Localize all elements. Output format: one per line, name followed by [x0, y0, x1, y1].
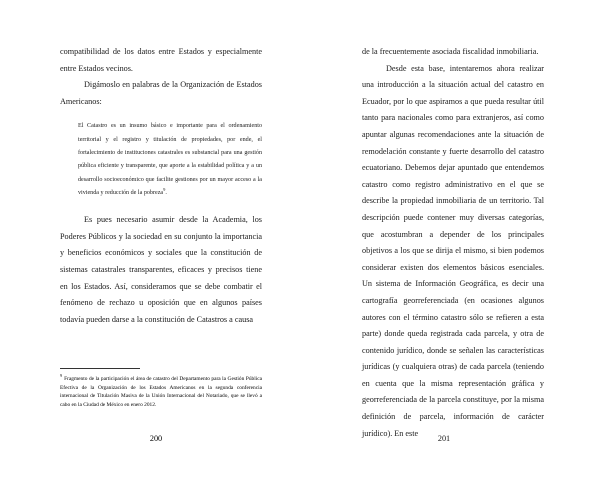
right-paragraph-2: Desde esta base, intentaremos ahora realizar una introducción a la situación actual del catastro en Ecuador, por lo que aspiramos a que pueda resultar útil tanto para nacionales como para extranjeros, así como apuntar algunas recomendaciones ante la situación de remodelación constante y fuerte desarrollo del catastro ecuatoriano. Debemos dejar apuntado que entendemos catastro como registro administrativo en el que se describe la propiedad inmobiliaria de un territorio. Tal descripción puede contener muy diversas categorías, que acostumbran a depender de los principales objetivos a los que se dirija el mismo, si bien podemos considerar existen dos elementos básicos esenciales. Un sistema de Información Geográfica, es decir una cartografía georreferenciada (en ocasiones algunos autores con el término catastro sólo se refieren a esta parte) donde queda registrada cada parcela, y otra de contenido jurídico, donde se señalen las características jurídicas (y cualquiera otras) de cada parcela (teniendo en cuenta que la misma representación gráfica y georreferenciada de la parcela constituye, por la misma definición de parcela, información de carácter jurídico). En este — [362, 63, 544, 438]
block-quote-text: El Catastro es un insumo básico e importante para el ordenamiento territorial y el registro y titulación de propiedades, por ende, el fortalecimiento de instituciones catastrales es substancial para una gestión pública eficiente y transparente, que aporte a la estabilidad política y a un desarrollo socioeconómico que facilite gestiones por un mayor acceso a la vivienda y reducción de la pobreza — [78, 123, 262, 196]
right-paragraph-1: de la frecuentemente asociada fiscalidad inmobiliaria. — [362, 47, 539, 56]
block-quote-end: . — [165, 189, 167, 196]
left-paragraph-3: Es pues necesario asumir desde la Academia, los Poderes Públicos y la sociedad en su conjunto la importancia y beneficios económicos y sociales que la constitución de sistemas catastrales transparentes, eficaces y precisos tiene en los Estados. Así, consideramos que se debe combatir el fenómeno de rechazo u oposición que en algunos países todavía pueden darse a la constitución de Catastros a causa — [60, 215, 262, 324]
block-quote — [78, 120, 262, 200]
left-paragraph-2: Digámoslo en palabras de la Organización de Estados Americanos: — [60, 80, 262, 106]
footnote — [60, 375, 262, 409]
right-page — [300, 0, 600, 479]
left-paragraph-1: compatibilidad de los datos entre Estados y especialmente entre Estados vecinos. — [60, 47, 262, 73]
page-number-right: 201 — [437, 434, 451, 443]
page-number-left: 200 — [149, 434, 163, 443]
footnote-text: Fragmento de la participación el área de catastro del Departamento para la Gestión Pública Efectiva de la Organización de los Estados Americanos en la segunda conferencia internacional de Titulación Masiva de la Unión Internacional del Notariado, que se llevó a cabo en la Ciudad de México en enero 2012. — [60, 376, 262, 408]
footnote-divider — [60, 368, 140, 369]
footnote-reference[interactable]: 9 — [163, 186, 166, 192]
footnote-number: 9 — [60, 373, 63, 379]
